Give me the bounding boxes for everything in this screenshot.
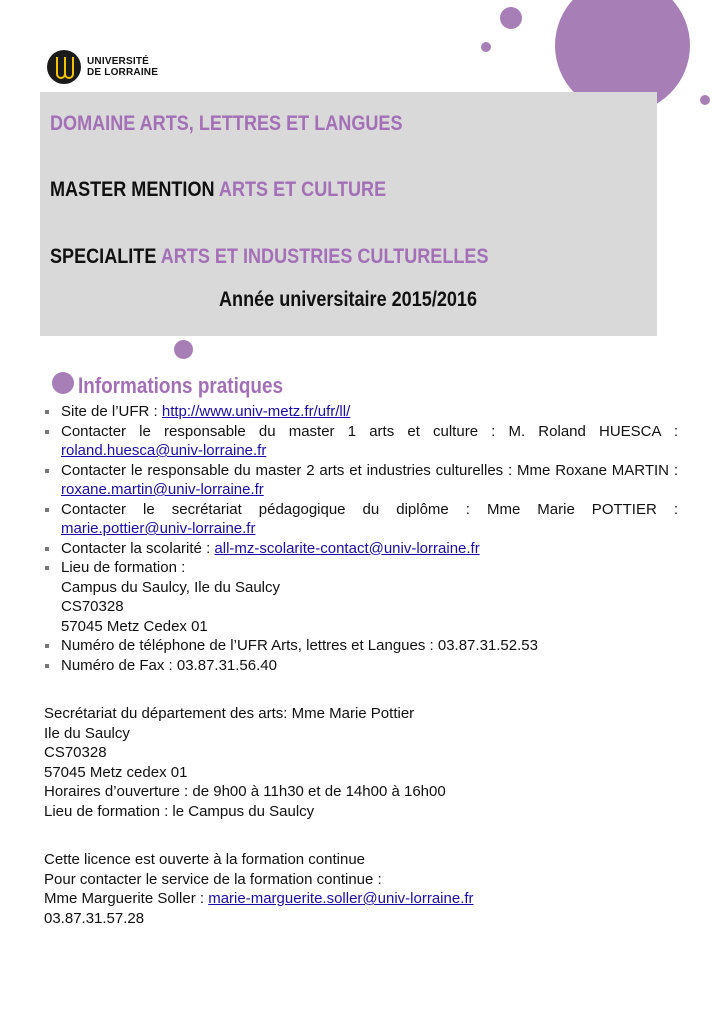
list-item-master2: Contacter le responsable du master 2 arts et industries culturelles : Mme Roxane MARTIN : roxane.martin@univ-lorraine.fr — [44, 461, 678, 500]
department-line: 57045 Metz cedex 01 — [44, 763, 188, 781]
list-item-secretariat: Contacter le secrétariat pédagogique du diplôme : Mme Marie POTTIER : marie.pottier@univ-lorraine.fr — [44, 500, 678, 539]
list-item-scolarite: Contacter la scolarité : all-mz-scolarite-contact@univ-lorraine.fr — [44, 539, 678, 559]
department-line: Secrétariat du département des arts: Mme Marie Pottier — [44, 705, 415, 722]
decor-dot — [481, 42, 491, 52]
list-item-site: Site de l’UFR : http://www.univ-metz.fr/ufr/ll/ — [44, 402, 678, 422]
university-logo-icon — [47, 50, 81, 84]
speciality-value: ARTS ET INDUSTRIES CULTURELLES — [160, 245, 489, 268]
continuing-email-link[interactable]: marie-marguerite.soller@univ-lorraine.fr — [208, 890, 474, 907]
university-logo[interactable] — [47, 46, 159, 88]
mention-value: ARTS ET CULTURE — [218, 178, 387, 201]
domain-title: DOMAINE ARTS, LETTRES ET LANGUES — [50, 112, 403, 135]
continuing-line: Pour contacter le service de la formation continue : — [44, 870, 382, 888]
bullet-icon — [45, 566, 49, 570]
university-logo-text — [87, 56, 158, 78]
department-line: Horaires d’ouverture : de 9h00 à 11h30 et de 14h00 à 16h00 — [44, 783, 446, 800]
bullet-icon — [45, 410, 49, 414]
department-line: CS70328 — [44, 744, 107, 761]
department-info — [44, 704, 684, 821]
department-line: Ile du Saulcy — [44, 724, 130, 742]
master2-email-link[interactable]: roxane.martin@univ-lorraine.fr — [61, 481, 264, 498]
decor-dot — [500, 7, 522, 29]
section-title: Informations pratiques — [78, 373, 283, 398]
list-item-phone: Numéro de téléphone de l’UFR Arts, lettres et Langues : 03.87.31.52.53 — [44, 636, 678, 656]
lieu-label: Lieu de formation : — [61, 559, 186, 576]
decor-dot — [52, 372, 74, 394]
site-link[interactable]: http://www.univ-metz.fr/ufr/ll/ — [161, 403, 351, 420]
speciality-title — [50, 245, 488, 269]
decor-dot — [611, 61, 633, 83]
continuing-contact: Mme Marguerite Soller : marie-marguerite.soller@univ-lorraine.fr — [44, 890, 474, 907]
bullet-icon — [45, 547, 49, 551]
decor-dot — [700, 95, 710, 105]
bullet-icon — [45, 644, 49, 648]
list-item-fax: Numéro de Fax : 03.87.31.56.40 — [44, 656, 678, 676]
continuing-line: Cette licence est ouverte à la formation continue — [44, 851, 366, 868]
secretariat-email-link[interactable]: marie.pottier@univ-lorraine.fr — [61, 520, 256, 537]
continuing-phone: 03.87.31.57.28 — [44, 909, 145, 927]
logo-line-1: UNIVERSITÉ — [87, 56, 150, 67]
bullet-icon — [45, 469, 49, 473]
department-line: Lieu de formation : le Campus du Saulcy — [44, 802, 315, 820]
academic-year: Année universitaire 2015/2016 — [219, 288, 478, 311]
lieu-line: Campus du Saulcy, Ile du Saulcy — [61, 578, 281, 596]
header-banner — [40, 92, 657, 336]
info-list — [44, 402, 678, 675]
logo-line-2: DE LORRAINE — [87, 67, 159, 78]
bullet-icon — [45, 430, 49, 434]
lieu-line: CS70328 — [61, 598, 124, 615]
mention-title — [50, 178, 386, 202]
speciality-prefix: SPECIALITE — [50, 245, 161, 268]
decor-dot — [576, 70, 595, 89]
scolarite-email-link[interactable]: all-mz-scolarite-contact@univ-lorraine.fr — [214, 539, 480, 557]
decor-dot — [174, 340, 193, 359]
master1-email-link[interactable]: roland.huesca@univ-lorraine.fr — [61, 442, 267, 459]
continuing-education-info — [44, 850, 684, 928]
bullet-icon — [45, 508, 49, 512]
bullet-icon — [45, 664, 49, 668]
lieu-line: 57045 Metz Cedex 01 — [61, 617, 208, 635]
mention-prefix: MASTER MENTION — [50, 178, 219, 201]
list-item-master1: Contacter le responsable du master 1 arts et culture : M. Roland HUESCA : roland.huesca@univ-lorraine.fr — [44, 422, 678, 461]
list-item-lieu — [44, 558, 678, 636]
